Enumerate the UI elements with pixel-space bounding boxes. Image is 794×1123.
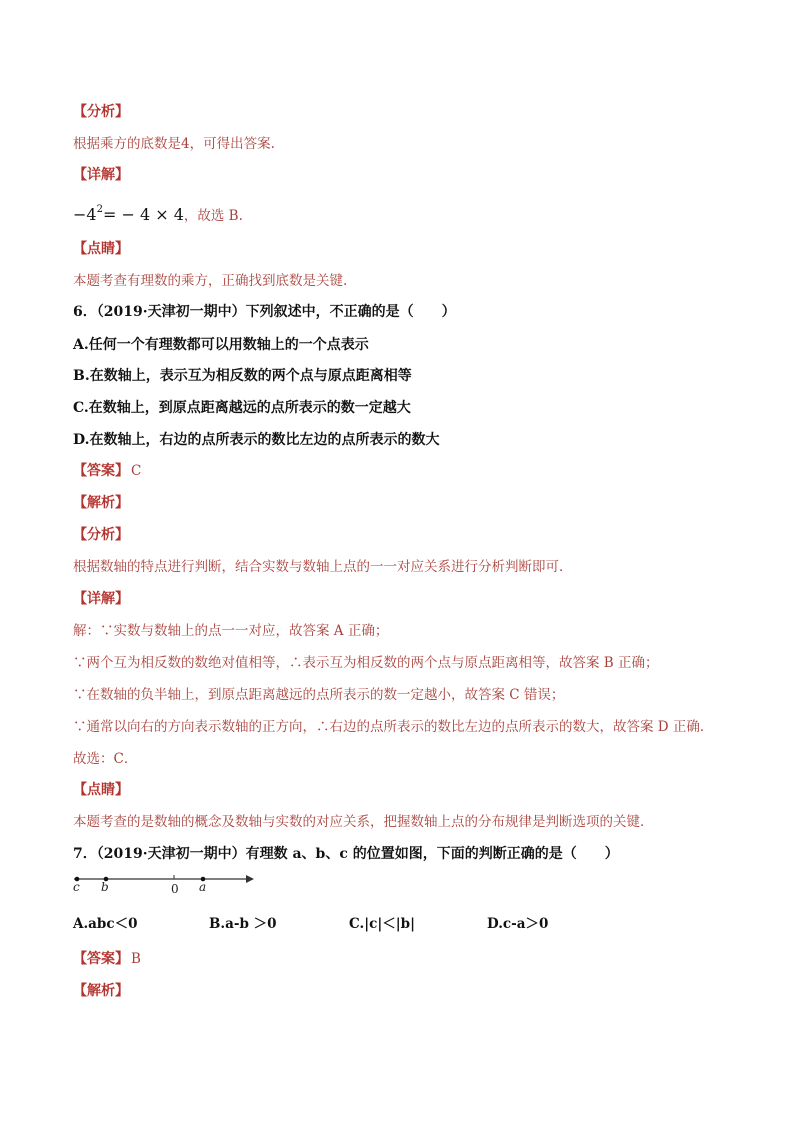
label-c: c <box>73 880 80 894</box>
formula-base: −4 <box>73 205 97 224</box>
q6-answer <box>73 462 141 480</box>
q7-option-c: C.|c|＜|b| <box>349 916 416 932</box>
q6-detail-line-3: ∵在数轴的负半轴上，到原点距离越远的点所表示的数一定越小，故答案 C 错误； <box>73 687 565 703</box>
detail-heading <box>73 166 129 184</box>
q6-detail-line-4: ∵通常以向右的方向表示数轴的正方向，∴右边的点所表示的数比左边的点所表示的数大，故答案 D 正确． <box>73 719 714 735</box>
analysis-tag: 【分析】 <box>73 104 129 120</box>
q6-option-b: B.在数轴上，表示互为相反数的两个点与原点距离相等 <box>73 368 412 384</box>
formula-exponent: 2 <box>96 204 103 215</box>
answer-tag: 【答案】 <box>73 951 129 967</box>
q6-option-a: A.任何一个有理数都可以用数轴上的一个点表示 <box>73 337 369 353</box>
detail-formula-line <box>73 201 243 225</box>
q6-stem: 6．（2019·天津初一期中）下列叙述中，不正确的是（ ） <box>73 304 456 320</box>
q7-stem: 7．（2019·天津初一期中）有理数 a、b、c 的位置如图，下面的判断正确的是（ ） <box>73 846 619 862</box>
q6-detail-line-1: 解：∵实数与数轴上的点一一对应，故答案 A 正确； <box>73 623 389 639</box>
label-a: a <box>199 880 207 894</box>
q6-analysis-text: 根据数轴的特点进行判断，结合实数与数轴上点的一一对应关系进行分析判断即可． <box>73 559 573 575</box>
q7-answer <box>73 950 141 968</box>
answer-value: B <box>131 951 141 967</box>
analysis-text: 根据乘方的底数是4，可得出答案. <box>73 136 275 152</box>
q7-option-a: A.abc＜0 <box>73 916 138 932</box>
analysis-heading <box>73 103 129 121</box>
label-zero: 0 <box>171 882 179 896</box>
q6-option-d: D.在数轴上，右边的点所表示的数比左边的点所表示的数大 <box>73 432 440 448</box>
number-line-figure <box>70 869 260 899</box>
solution-tag: 【解析】 <box>73 983 129 999</box>
formula-rest: = − 4 × 4 <box>102 205 184 224</box>
q6-analysis-heading <box>73 526 129 544</box>
arrow-right-icon <box>246 875 254 883</box>
point-heading <box>73 240 129 258</box>
point-tag: 【点睛】 <box>73 782 129 798</box>
answer-tag: 【答案】 <box>73 463 129 479</box>
q6-detail-heading <box>73 590 129 608</box>
detail-tag: 【详解】 <box>73 591 129 607</box>
q7-option-d: D.c-a＞0 <box>487 916 549 932</box>
answer-value: C <box>131 463 142 479</box>
q6-detail-line-2: ∵两个互为相反数的数绝对值相等，∴表示互为相反数的两个点与原点距离相等，故答案 B 正确； <box>73 655 659 671</box>
q6-option-c: C.在数轴上，到原点距离越远的点所表示的数一定越大 <box>73 400 411 416</box>
detail-suffix: ，故选 B. <box>183 208 243 224</box>
q6-point-heading <box>73 781 129 799</box>
q7-option-b: B.a-b ＞0 <box>209 916 277 932</box>
point-tag: 【点睛】 <box>73 241 129 257</box>
q6-point-text: 本题考查的是数轴的概念及数轴与实数的对应关系，把握数轴上点的分布规律是判断选项的关键． <box>73 814 654 830</box>
label-b: b <box>101 880 109 894</box>
solution-tag: 【解析】 <box>73 495 129 511</box>
q6-detail-line-5: 故选：C． <box>73 751 138 767</box>
detail-tag: 【详解】 <box>73 167 129 183</box>
analysis-tag: 【分析】 <box>73 527 129 543</box>
point-text: 本题考查有理数的乘方，正确找到底数是关键. <box>73 273 348 289</box>
q6-solution-heading <box>73 494 129 512</box>
q7-solution-heading <box>73 982 129 1000</box>
